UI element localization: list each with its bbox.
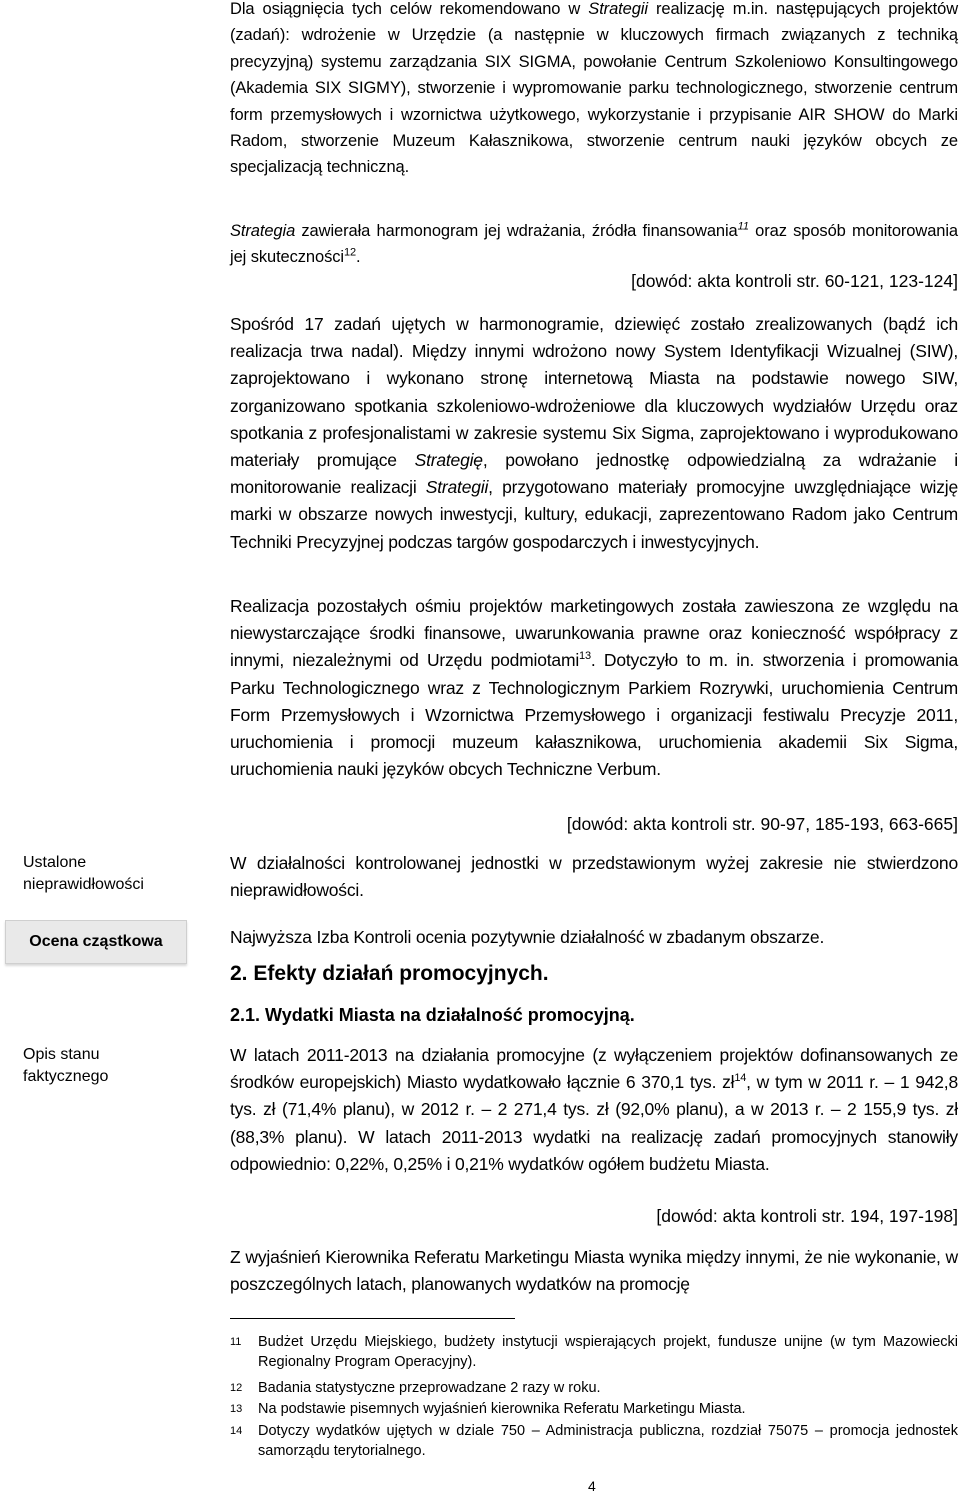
footnote-text: Na podstawie pisemnych wyjaśnień kierownika Referatu Marketingu Miasta.: [258, 1401, 746, 1417]
footnote-number: 12: [230, 1382, 243, 1394]
left-margin-sidebar: [0, 0, 190, 1499]
page-number: 4: [588, 1478, 596, 1494]
footnote-14: [230, 1421, 958, 1461]
footnote-separator: [230, 1318, 515, 1319]
sidebar-label-partial-assessment: Ocena cząstkowa: [5, 920, 187, 964]
paragraph-recommended-projects: Dla osiągnięcia tych celów rekomendowano w Strategii realizację m.in. następujących projektów (zadań): wdrożenie w Urzędzie (a następnie w kluczowych firmach związanych z techniką precyzyjną) systemu zarządzania SIX SIGMA, powołanie Centrum Szkoleniowo Konsultingowego (Akademia SIX SIGMY), stworzenie i wypromowanie parku technologicznego, stworzenie centrum form przemysłowych i wzornictwa użytkowego, wykorzystanie i przypisanie AIR SHOW do Marki Radom, stworzenie Muzeum Kałasznikowa, stworzenie centrum nauki języków obcych ze specjalizacją techniczną.: [230, 0, 959, 177]
footnote-number: 11: [230, 1336, 242, 1348]
footnote-text: Dotyczy wydatków ujętych w dziale 750 – Administracja publiczna, rozdział 75075 – promocja jednostek samorządu terytorialnego.: [258, 1423, 958, 1459]
footnote-ref-13: 13: [579, 650, 591, 663]
section-heading: 2. Efekty działań promocyjnych.: [230, 962, 549, 985]
footnote-number: 14: [230, 1425, 243, 1437]
paragraph-completed-tasks: Spośród 17 zadań ujętych w harmonogramie, dziewięć zostało zrealizowanych (bądź ich realizacja trwa nadal). Między innymi wdrożono nowy System Identyfikacji Wizualnej (SIW), zaprojektowano i wykonano stronę internetową Miasta na podstawie nowego SIW, zorganizowano spotkania szkoleniowo-wdrożeniowe dla kluczowych wydziałów Urzędu oraz spotkania z profesjonalistami w zakresie systemu Six Sigma, zaprojektowano i wyprodukowano materiały promujące Strategię, powołano jednostkę odpowiedzialną za wdrażanie i monitorowanie realizacji Strategii, przygotowano materiały promocyjne uwzględniające wizję marki w obszarze nowych inwestycji, kultury, edukacji, zaprezentowano Radom jako Centrum Techniki Precyzyjnej podczas targów gospodarczych i inwestycyjnych.: [230, 314, 958, 552]
evidence-reference-3: [dowód: akta kontroli str. 194, 197-198]: [656, 1206, 958, 1226]
footnote-13: [230, 1399, 958, 1419]
subsection-heading: 2.1. Wydatki Miasta na działalność promocyjną.: [230, 1005, 635, 1025]
footnote-text: Budżet Urzędu Miejskiego, budżety instytucji wspierających projekt, fundusze unijne (w tym Mazowiecki Regionalny Program Operacyjny).: [258, 1334, 958, 1370]
paragraph-suspended-projects: Realizacja pozostałych ośmiu projektów marketingowych została zawieszona ze względu na niewystarczające środki finansowe, uwarunkowania prawne oraz konieczność współpracy z innymi, niezależnymi od Urzędu podmiotami$^{13}$. Dotyczyło to m. in. stworzenia i promowania Parku Technologicznego wraz z Technologicznym Parkiem Rozrywki, uruchomienia Centrum Form Przemysłowych i Wzornictwa Przemysłowego i organizacji festiwalu Precyzje 2011, uruchomienia i promocji muzeum kałasznikowa, uruchomienia akademii Six Sigma, uruchomienia nauki języków obcych Techniczne Verbum.: [230, 596, 958, 780]
evidence-reference-2: [dowód: akta kontroli str. 90-97, 185-193, 663-665]: [566, 814, 958, 834]
footnote-ref-12: 12: [343, 246, 356, 259]
footnote-11: [230, 1332, 958, 1372]
footnote-text: Badania statystyczne przeprowadzane 2 razy w roku.: [258, 1380, 601, 1396]
footnote-ref-11: 11: [737, 220, 749, 233]
paragraph-promotion-expenses: W latach 2011-2013 na działania promocyjne (z wyłączeniem projektów dofinansowanych ze środków europejskich) Miasto wydatkowało łącznie 6 370,1 tys. $zł^{14}$, w tym w 2011 r. – 1 942,8 tys. zł (71,4% planu), w 2012 r. – 2 271,4 tys. zł (92,0% planu), a w 2013 r. – 2 155,9 tys. zł (88,3% planu). W latach 2011-2013 wydatki na realizację zadań promocyjnych stanowiły odpowiednio: 0,22%, 0,25% i 0,21% wydatków ogółem budżetu Miasta.: [230, 1045, 958, 1174]
paragraph-no-irregularities: W działalności kontrolowanej jednostki w przedstawionym wyżej zakresie nie stwierdzono nieprawidłowości.: [230, 853, 958, 901]
evidence-reference-1: [dowód: akta kontroli str. 60-121, 123-124]: [631, 271, 958, 291]
sidebar-label-actual-state: Opis stanu faktycznego: [23, 1046, 109, 1085]
footnote-ref-14: 14: [734, 1072, 747, 1085]
sidebar-label-irregularities: Ustalone nieprawidłowości: [23, 854, 144, 893]
paragraph-positive-assessment: Najwyższa Izba Kontroli ocenia pozytywnie działalność w zbadanym obszarze.: [230, 927, 825, 947]
paragraph-manager-explanation: Z wyjaśnień Kierownika Referatu Marketingu Miasta wynika między innymi, że nie wykonanie, w poszczególnych latach, planowanych wydatków na promocję: [230, 1247, 958, 1295]
footnote-number: 13: [230, 1403, 243, 1415]
paragraph-strategy-schedule: Strategia zawierała harmonogram jej wdrażania, źródła finansowania$^{11}$ oraz sposób monitorowania jej skuteczności$^{12}$.: [230, 220, 958, 267]
footnote-12: [230, 1378, 958, 1398]
